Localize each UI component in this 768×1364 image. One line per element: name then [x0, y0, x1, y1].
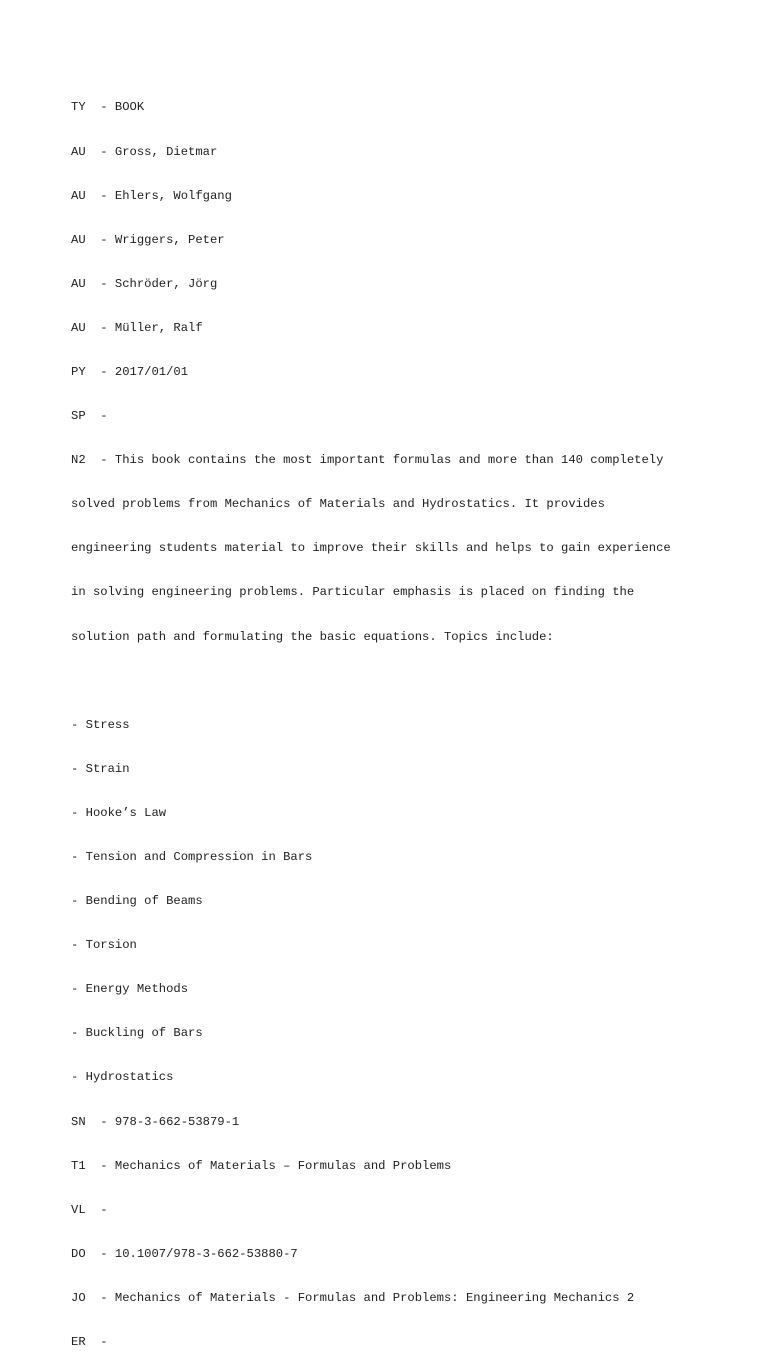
topic-list-item: - Hydrostatics	[71, 1070, 174, 1085]
ris-isbn-line: SN - 978-3-662-53879-1	[71, 1114, 240, 1129]
topic-list-item: - Hooke’s Law	[71, 805, 167, 820]
topic-list-item: - Buckling of Bars	[71, 1026, 203, 1041]
ris-author-line: AU - Ehlers, Wolfgang	[71, 188, 232, 203]
topic-list-item: - Torsion	[71, 938, 137, 953]
blank-line	[71, 674, 711, 689]
ris-author-line: AU - Wriggers, Peter	[71, 232, 225, 247]
ris-author-line: AU - Gross, Dietmar	[71, 144, 218, 159]
ris-citation-document	[71, 71, 711, 1364]
ris-doi-line: DO - 10.1007/978-3-662-53880-7	[71, 1246, 298, 1261]
ris-start-page-line: SP -	[71, 409, 108, 424]
ris-author-line: AU - Müller, Ralf	[71, 320, 203, 335]
ris-publication-year-line: PY - 2017/01/01	[71, 364, 189, 379]
ris-title-line: T1 - Mechanics of Materials – Formulas and Problems	[71, 1158, 452, 1173]
ris-end-record-line: ER -	[71, 1335, 108, 1350]
topic-list-item: - Tension and Compression in Bars	[71, 850, 313, 864]
topic-list-item: - Energy Methods	[71, 982, 189, 997]
topic-list-item: - Bending of Beams	[71, 894, 203, 909]
ris-abstract-line: solved problems from Mechanics of Materials and Hydrostatics. It provides	[71, 497, 605, 512]
ris-abstract-line: in solving engineering problems. Particular emphasis is placed on finding the	[71, 585, 635, 600]
ris-abstract-line: N2 - This book contains the most important formulas and more than 140 completely	[71, 453, 664, 468]
ris-abstract-line: engineering students material to improve their skills and helps to gain experience	[71, 541, 671, 556]
ris-type-line: TY - BOOK	[71, 100, 145, 115]
topic-list-item: - Stress	[71, 717, 130, 732]
ris-author-line: AU - Schröder, Jörg	[71, 276, 218, 291]
ris-journal-line: JO - Mechanics of Materials - Formulas and Problems: Engineering Mechanics 2	[71, 1290, 635, 1305]
ris-abstract-line: solution path and formulating the basic equations. Topics include:	[71, 629, 554, 644]
ris-volume-line: VL -	[71, 1202, 108, 1217]
topic-list-item: - Strain	[71, 761, 130, 776]
